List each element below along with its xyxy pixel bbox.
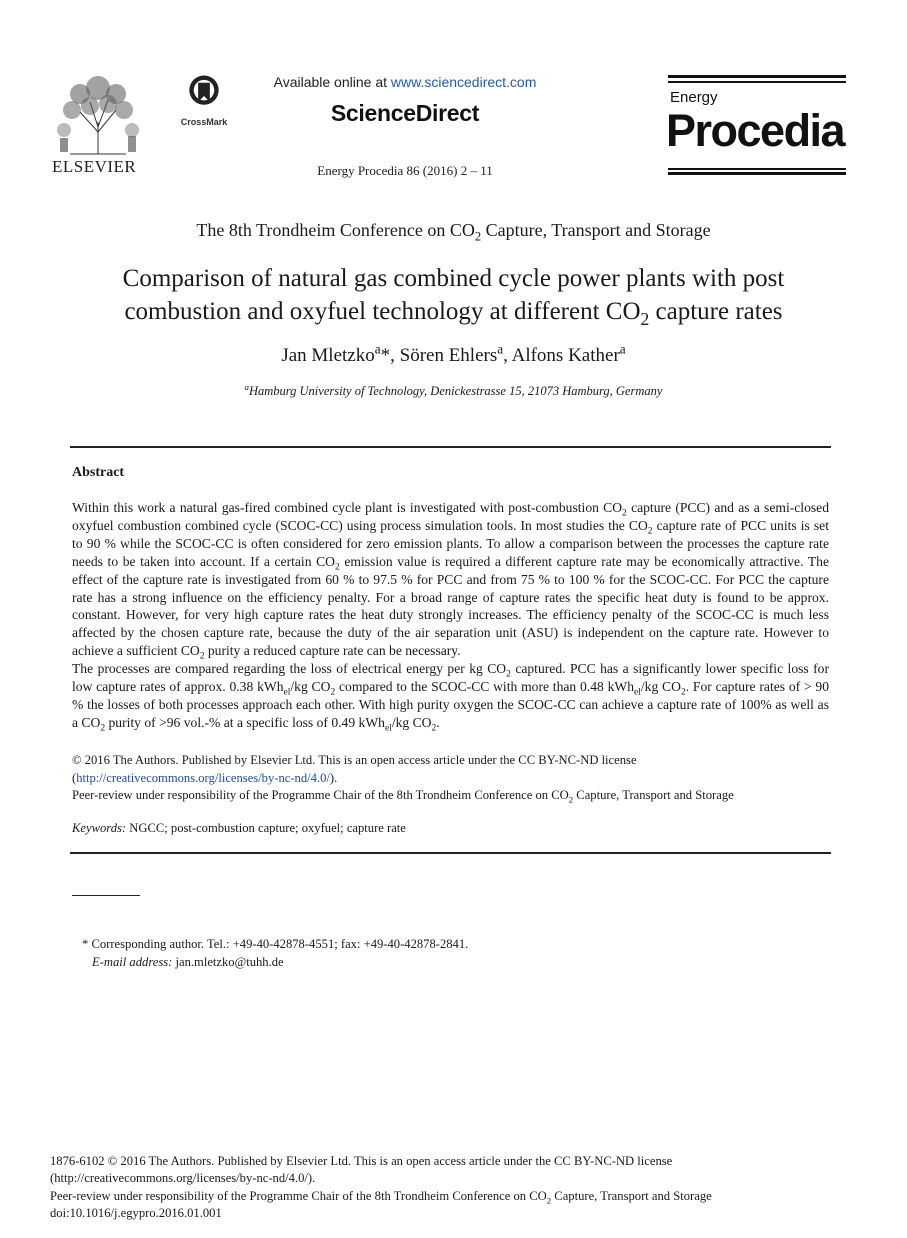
section-rule [70, 852, 831, 854]
procedia-energy-word: Energy [670, 89, 718, 106]
affiliation: $^a$Hamburg University of Technology, Denickestrasse 15, 21073 Hamburg, Germany [244, 381, 663, 398]
author-list: Jan Mletzko$^a$*, Sören Ehlers$^a$, Alfons Kather$^a$ [281, 341, 626, 366]
doi: doi:10.1016/j.egypro.2016.01.001 [50, 1206, 222, 1221]
abstract-paragraph: The processes are compared regarding the loss of electrical energy per kg $CO_2$ captured. PCC has a significantly lower specific loss for low capture rates of approx. 0.38 kWh$_{el}$/kg $CO_2$ compared to the SCOC-CC with more than 0.48 kWh$_{el}$/kg $CO_2$. For capture rates of > 90 % the losses of both processes approach each other. With high purity oxygen the SCOC-CC can achieve a capture rate of 100% as well as a $CO_2$ purity of >96 vol.-% at a specific loss of 0.49 kWh$_{el}$/kg $CO_2$. [72, 661, 830, 734]
footer-license-link[interactable]: http://creativecommons.org/licenses/by-nc-nd/4.0/ [54, 1171, 308, 1186]
abstract-heading: Abstract [72, 465, 125, 480]
page-footer: 1876-6102 © 2016 The Authors. Published by Elsevier Ltd. This is an open access article under the CC BY-NC-ND license (http://creativecommons.org/licenses/by-nc-nd/4.0/). Peer-review under responsibility of the Programme Chair of the 8th Trondheim Conference on $CO_2$ Capture, Transport and Storage doi:10.1016/j.egypro.2016.01.001 [50, 1153, 850, 1223]
paper-title: Comparison of natural gas combined cycle power plants with post combustion and oxyfuel technology at different $CO_2$ capture rates [122, 265, 785, 329]
procedia-rule [668, 168, 846, 170]
footnote-rule [72, 895, 140, 896]
sciencedirect-logo: ScienceDirect [330, 100, 480, 126]
keywords: Keywords: NGCC; post-combustion capture; oxyfuel; capture rate [72, 821, 406, 835]
author-name: Jan Mletzko [281, 345, 375, 366]
email-address[interactable]: jan.mletzko@tuhh.de [172, 954, 284, 969]
procedia-rule [668, 75, 846, 78]
elsevier-wordmark: ELSEVIER [52, 157, 137, 176]
abstract-body [72, 499, 829, 732]
crossmark-label: CrossMark [180, 117, 228, 127]
sciencedirect-link[interactable]: www.sciencedirect.com [390, 74, 537, 90]
available-online: Available online at www.sciencedirect.com [273, 74, 537, 90]
section-rule [70, 446, 831, 448]
procedia-rule [668, 81, 846, 83]
corresponding-footnote: * Corresponding author. Tel.: +49-40-42878-4551; fax: +49-40-42878-2841. E-mail address: jan.mletzko@tuhh.de [82, 937, 469, 969]
abstract-paragraph: Within this work a natural gas-fired combined cycle plant is investigated with post-combustion $CO_2$ capture (PCC) and as a semi-closed oxyfuel combustion combined cycle (SCOC-CC) using process simulation tools. In most studies the $CO_2$ capture rate of PCC units is set to 90 % while the SCOC-CC is often considered for zero emission plants. To allow a comparison between the processes the capture rate needs to be taken into account. If a certain $CO_2$ emission value is required a different capture rate may be economically attractive. The effect of the capture rate is investigated from 60 % to 97.5 % for PCC and from 75 % to 100 % for the SCOC-CC. For PCC the capture rate has a strong influence on the efficiency penalty. For a broad range of capture rates the specific heat duty is found to be approx. constant. However, for very high capture rates the heat duty strongly increases. The efficiency penalty of the SCOC-CC is much less affected by the chosen capture rate, because the duty of the air separation unit (ASU) is independent on the capture rate. However to achieve a sufficient $CO_2$ purity a reduced capture rate can be necessary. [72, 500, 829, 662]
license-block: © 2016 The Authors. Published by Elsevier Ltd. This is an open access article under the CC BY-NC-ND license (http://creativecommons.org/licenses/by-nc-nd/4.0/). Peer-review under responsibility of the Programme Chair of the 8th Trondheim Conference on $CO_2$ Capture, Transport and Storage [72, 753, 734, 805]
procedia-rule [668, 172, 846, 175]
journal-reference: Energy Procedia 86 (2016) 2 – 11 [317, 163, 493, 178]
license-link[interactable]: http://creativecommons.org/licenses/by-nc-nd/4.0/ [76, 770, 330, 785]
author-name: Sören Ehlers [399, 345, 498, 366]
conference-line: The 8th Trondheim Conference on $CO_2$ Capture, Transport and Storage [196, 220, 711, 244]
procedia-wordmark: Procedia [666, 105, 845, 156]
crossmark-icon[interactable] [176, 74, 232, 118]
author-name: Alfons Kather [511, 345, 620, 366]
